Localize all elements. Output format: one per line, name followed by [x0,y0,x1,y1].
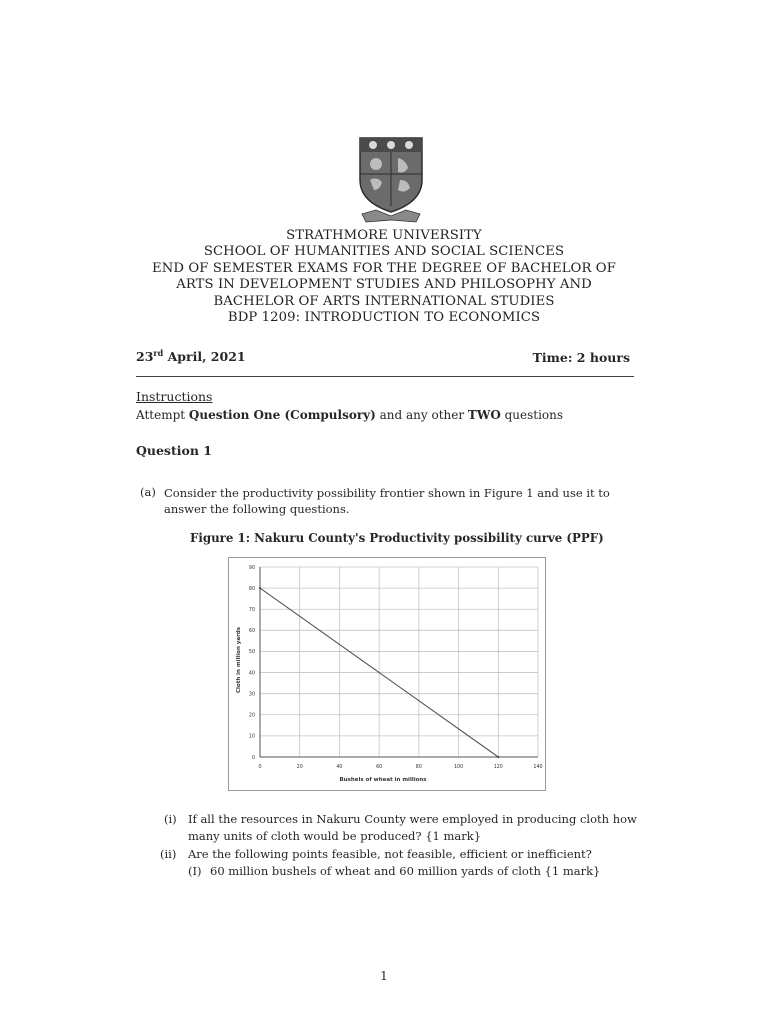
sub-question-i-text: If all the resources in Nakuru County were employed in producing cloth how many units of cloth would be produced? {1 mark} [188,812,637,843]
y-tick-label: 60 [248,629,255,635]
university-crest-logo [356,134,426,224]
sub-question-ii-text: Are the following points feasible, not feasible, efficient or inefficient? [188,847,592,861]
y-tick-label: 40 [248,671,255,677]
instructions-text: Attempt Question One (Compulsory) and any other TWO questions [136,408,564,422]
x-tick-label: 20 [296,765,303,770]
sub-question-ii-1-marker: (I) [188,864,202,878]
header-degree-line-3: BACHELOR OF ARTS INTERNATIONAL STUDIES [213,293,555,309]
part-a-text: Consider the productivity possibility frontier shown in Figure 1 and use it to answer the following questions. [164,486,610,516]
x-tick-label: 100 [453,765,464,770]
x-tick-label: 40 [336,765,343,770]
y-tick-label: 30 [248,692,255,698]
sub-question-ii-1-text: 60 million bushels of wheat and 60 million yards of cloth {1 mark} [210,864,601,878]
x-tick-label: 0 [258,765,262,770]
y-tick-label: 0 [251,755,255,761]
exam-duration: Time: 2 hours [532,350,630,365]
exam-header [100,228,668,326]
sub-question-i-marker: (i) [164,812,177,826]
header-university: STRATHMORE UNIVERSITY [286,228,482,243]
ppf-point [497,756,499,758]
x-tick-label: 140 [533,765,543,770]
ppf-point [259,587,261,589]
y-tick-label: 50 [248,650,255,656]
page-number: 1 [380,969,388,983]
exam-date: 23rd April, 2021 [136,348,246,365]
x-axis-label: Bushels of wheat in millions [339,777,427,783]
x-tick-label: 80 [415,765,422,770]
header-school: SCHOOL OF HUMANITIES AND SOCIAL SCIENCES [203,244,565,260]
ppf-chart [228,557,546,791]
header-course: BDP 1209: INTRODUCTION TO ECONOMICS [227,310,541,326]
header-divider [136,376,634,377]
y-tick-label: 10 [248,734,255,740]
y-tick-label: 90 [248,565,255,571]
sub-question-ii-marker: (ii) [160,847,177,861]
y-axis-label: Cloth in million yards [236,627,242,693]
part-a-marker: (a) [140,485,156,499]
instructions-heading: Instructions [136,389,213,404]
question-title: Question 1 [136,443,212,458]
x-tick-label: 120 [493,765,503,770]
y-tick-label: 80 [248,586,255,592]
y-tick-label: 20 [248,713,255,719]
y-tick-label: 70 [248,608,255,614]
header-degree-line-2: ARTS IN DEVELOPMENT STUDIES AND PHILOSOPHY AND [176,277,592,293]
header-degree-line-1: END OF SEMESTER EXAMS FOR THE DEGREE OF BACHELOR OF [152,260,616,276]
ppf-chart-svg [228,557,546,791]
figure-caption: Figure 1: Nakuru County's Productivity possibility curve (PPF) [190,531,604,545]
x-tick-label: 60 [376,765,383,770]
